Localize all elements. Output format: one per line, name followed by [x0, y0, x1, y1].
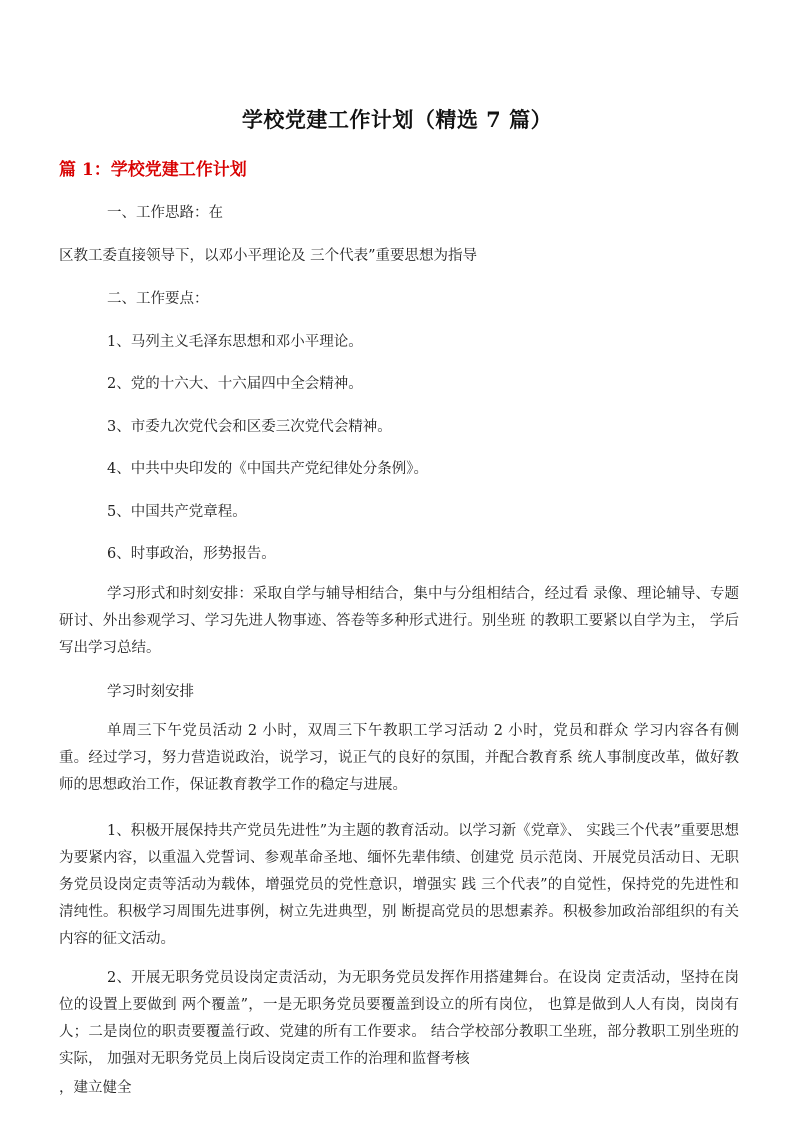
work-idea-heading: 一、工作思路：在 — [107, 205, 223, 221]
list-item: 1、马列主义毛泽东思想和邓小平理论。 — [107, 334, 363, 350]
post-responsibility-paragraph: 2、开展无职务党员设岗定责活动，为无职务党员发挥作用搭建舞台。在设岗 定责活动，坚持在岗位的设置上要做到 两个覆盖”，一是无职务党员要覆盖到设立的所有岗位， 也算是做到人人有岗，岗岗有人；二是岗位的职责要覆盖行政、党建的所有工作要求。 结合学校部分教职工坐班，部分教职工别坐班的实际， 加强对无职务党员上岗后设岗定责工作的治理和监督考核 — [59, 970, 739, 1067]
trailing-line: ，建立健全 — [59, 1080, 132, 1096]
work-idea-text: 区教工委直接领导下，以邓小平理论及 三个代表”重要思想为指导 — [59, 248, 478, 264]
schedule-paragraph: 单周三下午党员活动 2 小时，双周三下午教职工学习活动 2 小时，党员和群众 学习内容各有侧重。经过学习，努力营造说政治，说学习，说正气的良好的氛围，并配合教育系 统人事制度改革，做好教师的思想政治工作，保证教育教学工作的稳定与进展。 — [59, 723, 739, 793]
document-title: 学校党建工作计划（精选 7 篇） — [241, 107, 553, 132]
list-item: 3、市委九次党代会和区委三次党代会精神。 — [107, 419, 392, 435]
study-form-paragraph: 学习形式和时刻安排：采取自学与辅导相结合，集中与分组相结合，经过看 录像、理论辅导、专题研讨、外出参观学习、学习先进人物事迹、答卷等多种形式进行。别坐班 的教职工要紧以自学为主， 学后写出学习总结。 — [59, 586, 739, 656]
work-points-heading: 二、工作要点： — [107, 291, 209, 307]
section-heading: 篇 1：学校党建工作计划 — [59, 160, 247, 180]
list-item: 2、党的十六大、十六届四中全会精神。 — [107, 376, 363, 392]
party-education-paragraph: 1、积极开展保持共产党员先进性”为主题的教育活动。以学习新《党章》、 实践三个代表”重要思想为要紧内容，以重温入党誓词、参观革命圣地、缅怀先辈伟绩、创建党 员示范岗、开展党员活动日、无职务党员设岗定责等活动为载体，增强党员的党性意识，增强实 践 三个代表”的自觉性，保持党的先进性和清纯性。积极学习周围先进事例，树立先进典型，别 断提高党员的思想素养。积极参加政治部组织的有关内容的征文活动。 — [59, 823, 739, 947]
list-item: 4、中共中央印发的《中国共产党纪律处分条例》。 — [107, 461, 428, 477]
study-schedule-heading: 学习时刻安排 — [107, 684, 194, 700]
list-item: 6、时事政治，形势报告。 — [107, 546, 276, 562]
list-item: 5、中国共产党章程。 — [107, 504, 247, 520]
